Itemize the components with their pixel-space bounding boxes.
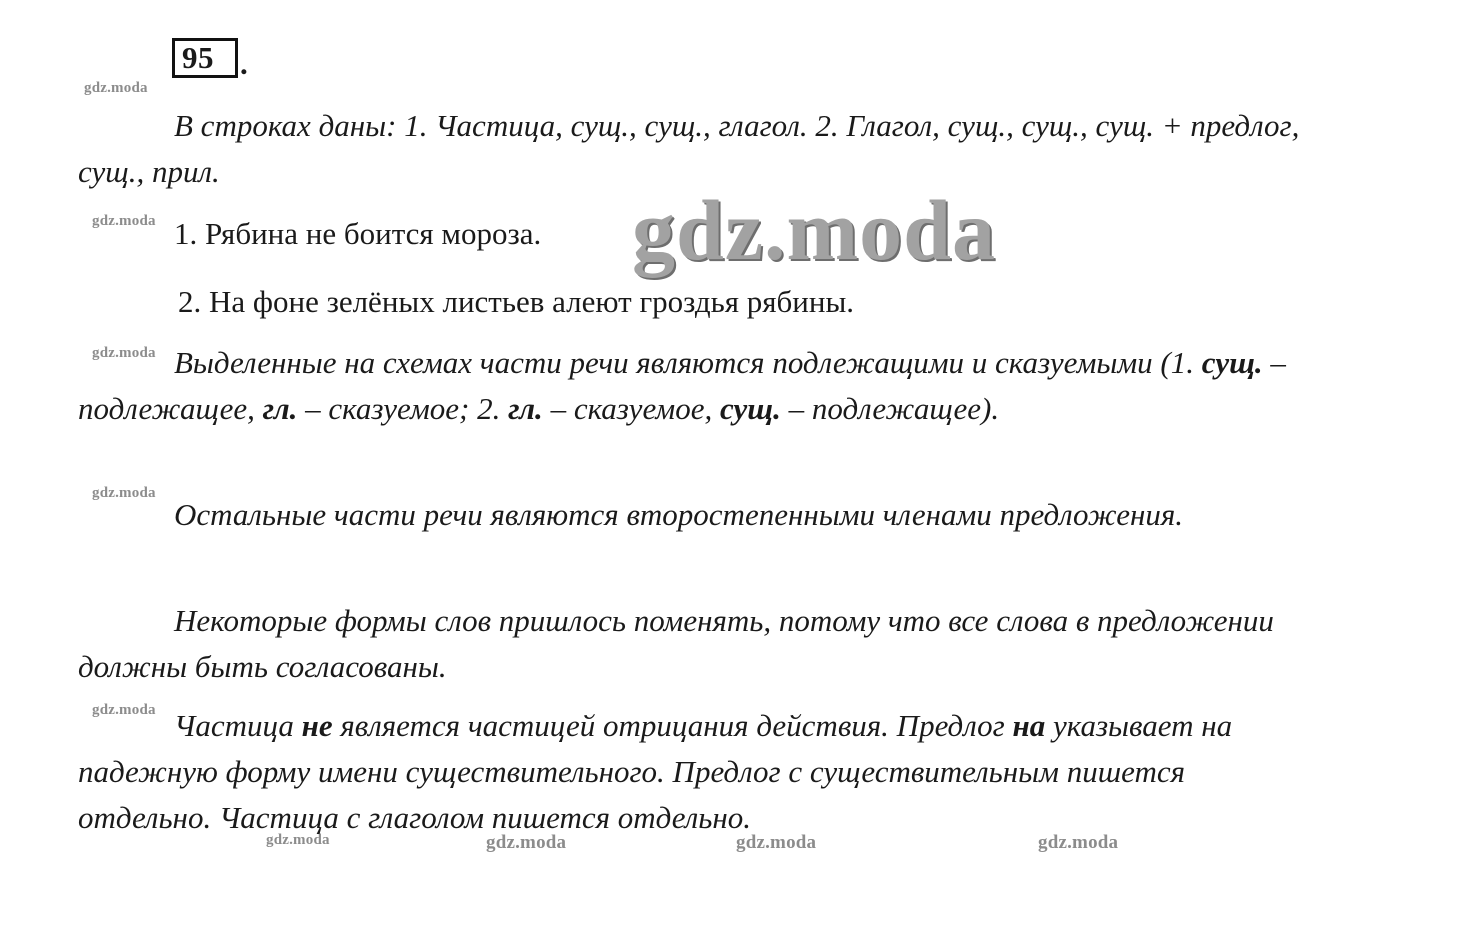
bold-term: сущ. xyxy=(719,391,781,426)
watermark-small: gdz.moda xyxy=(84,80,148,96)
bold-term: сущ. xyxy=(1201,345,1263,380)
task-number-box xyxy=(172,38,238,78)
bold-term: гл. xyxy=(262,391,298,426)
watermark-small: gdz.moda xyxy=(266,832,330,848)
paragraph-secondary-members: Остальные части речи являются второстепенными членами предложения. xyxy=(174,497,1184,532)
paragraph-particles-prepositions xyxy=(78,703,1318,841)
text-run: – сказуемое; 2. xyxy=(297,391,509,426)
watermark-small: gdz.moda xyxy=(92,702,156,718)
watermark-small: gdz.moda xyxy=(1038,832,1119,853)
text-run: – подлежащее). xyxy=(780,391,1000,426)
text-run: указывает на падежную форму имени существительного. Предлог с существительным пишется отдельно. Частица с глаголом пишется отдельно. xyxy=(78,708,1233,835)
task-number-dot: . xyxy=(240,46,248,81)
bold-term: на xyxy=(1012,708,1046,743)
paragraph-parts-of-speech: В строках даны: 1. Частица, сущ., сущ., глагол. 2. Глагол, сущ., сущ., сущ. + предлог, сущ., прил. xyxy=(78,108,1300,189)
text-run: – сказуемое, xyxy=(542,391,720,426)
task-number: 95 xyxy=(182,40,214,75)
text-run: Выделенные на схемах части речи являются подлежащими и сказуемыми (1. xyxy=(174,345,1202,380)
sentence-1: 1. Рябина не боится мороза. xyxy=(174,216,542,251)
text-run: является частицей отрицания действия. Предлог xyxy=(332,708,1013,743)
watermark-small: gdz.moda xyxy=(92,345,156,361)
bold-term: не xyxy=(301,708,333,743)
watermark-small: gdz.moda xyxy=(92,213,156,229)
text-run: – подлежащее, xyxy=(78,345,1286,426)
watermark-small: gdz.moda xyxy=(92,485,156,501)
sentence-2: 2. На фоне зелёных листьев алеют гроздья рябины. xyxy=(178,284,855,319)
paragraph-subject-predicate xyxy=(78,340,1398,432)
bold-term: гл. xyxy=(508,391,543,426)
watermark-small: gdz.moda xyxy=(736,832,817,853)
text-run: Частица xyxy=(174,708,302,743)
paragraph-word-forms: Некоторые формы слов пришлось поменять, потому что все слова в предложении должны быть согласованы. xyxy=(78,603,1274,684)
watermark-logo: gdz.moda xyxy=(632,182,996,278)
watermark-small: gdz.moda xyxy=(486,832,567,853)
